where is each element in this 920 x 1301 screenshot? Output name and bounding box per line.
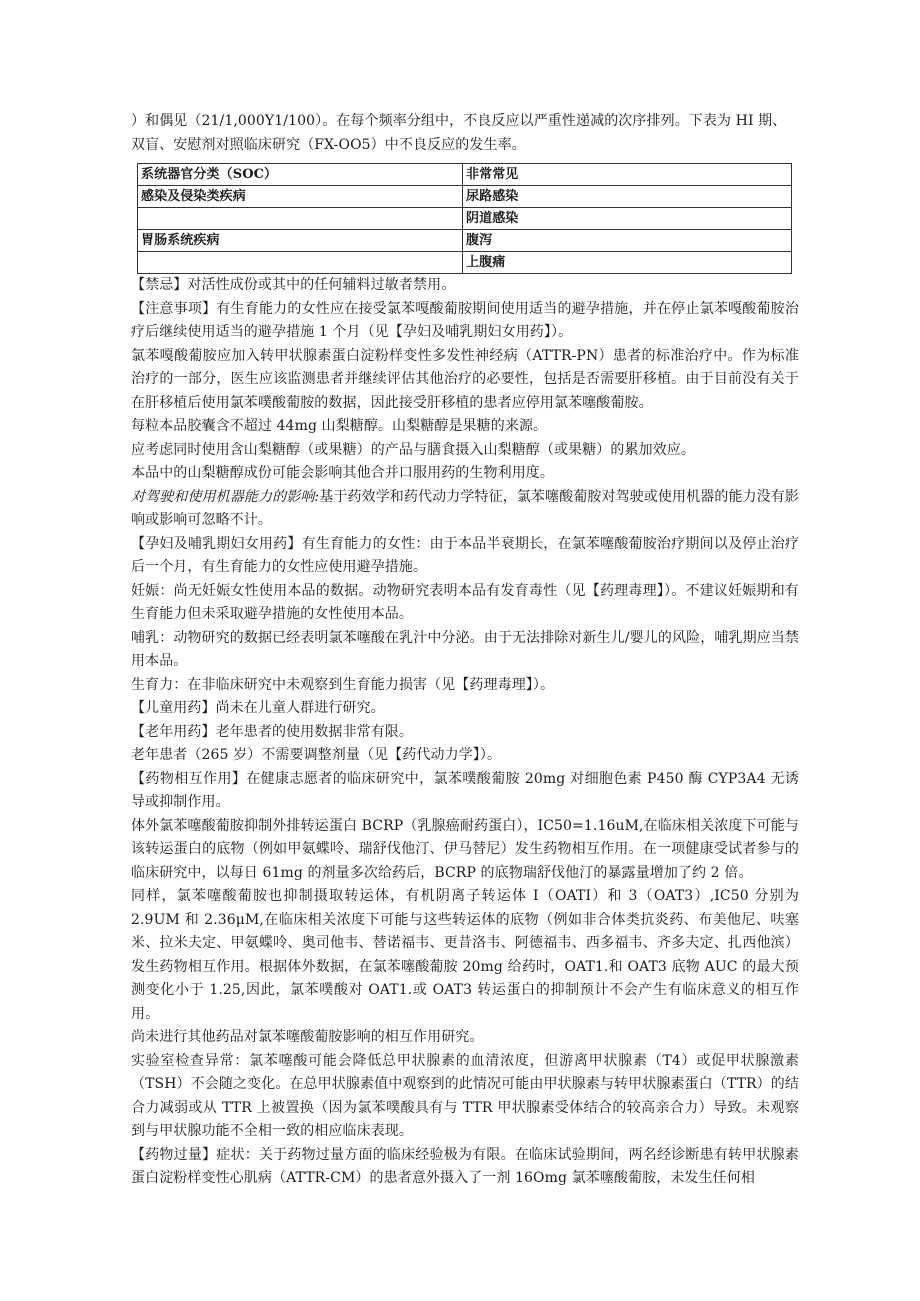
driving-paragraph xyxy=(131,486,799,533)
pregnancy-text: 有生育能力的女性：由于本品半衰期长，在氯苯噻酸葡胺治疗期间以及停止治疗后一个月，有生育能力的女性应使用避孕措施。 xyxy=(131,535,800,575)
interactions-text: 在健康志愿者的临床研究中，氯苯噗酸葡胺 20mg 对细胞色素 P450 酶 CYP3A4 无诱导或抑制作用。 xyxy=(131,770,799,810)
table-header-soc: 系统器官分类（SOC） xyxy=(138,164,463,186)
geriatric-paragraph xyxy=(131,721,799,745)
pregnancy-heading: 【孕妇及哺乳期妇女用药】 xyxy=(131,535,302,552)
sorbitol-paragraph-2: 应考虑同时使用含山梨糖醇（或果糖）的产品与膳食摄入山梨糖醇（或果糖）的累加效应。 xyxy=(131,441,695,458)
bcrp-paragraph: 体外氯苯噻酸葡胺抑制外排转运蛋白 BCRP（乳腺癌耐药蛋白），IC50=1.16uM,在临床相关浓度下可能与该转运蛋白的底物（例如甲氨蝶呤、瑞舒伐他汀、伊马替尼）发生药物相互作用。在一项健康受试者参与的临床研究中，以每日 61mg 的剂量多次给药后，BCRP 的底物瑞舒伐他汀的暴露量增加了约 2 倍。 xyxy=(131,817,799,881)
table-row xyxy=(138,186,792,208)
adverse-reaction-table xyxy=(137,163,792,274)
table-cell-reaction: 腹泻 xyxy=(463,230,792,252)
geriatric-text: 老年患者的使用数据非常有限。 xyxy=(215,723,414,740)
pediatric-heading: 【儿童用药】 xyxy=(131,700,216,716)
contraindications-text: 对活性成份或其中的任何辅料过敏者禁用。 xyxy=(187,277,456,293)
pediatric-paragraph xyxy=(131,697,799,721)
precautions-heading: 【注意事项】 xyxy=(131,300,217,317)
pediatric-text: 尚未在儿童人群进行研究。 xyxy=(215,700,385,716)
overdose-text: 症状：关于药物过量方面的临床经验极为有限。在临床试验期间，两名经诊断患有转甲状腺素蛋白淀粉样变性心肌病（ATTR-CM）的患者意外摄入了一剂 16Omg 氯苯噻酸葡胺，未发生任何相 xyxy=(131,1146,799,1186)
driving-text: 基于药效学和药代动力学特征，氯苯噻酸葡胺对驾驶或使用机器的能力没有影响或影响可忽略不计。 xyxy=(131,488,799,528)
intro-line-1: ）和偶见（21/1,000Y1/100）。在每个频率分组中，不良反应以严重性递减的次序排列。下表为 HI 期、 xyxy=(131,113,787,129)
table-row xyxy=(138,230,792,252)
gestation-paragraph: 妊娠：尚无妊娠女性使用本品的数据。动物研究表明本品有发育毒性（见【药理毒理】）。不建议妊娠期和有生育能力但未采取避孕措施的女性使用本品。 xyxy=(131,582,799,622)
table-cell-reaction: 阴道感染 xyxy=(463,208,792,230)
overdose-paragraph xyxy=(131,1144,799,1191)
attr-paragraph: 氯苯嘎酸葡胺应加入转甲状腺素蛋白淀粉样变性多发性神经病（ATTR-PN）患者的标准治疗中。作为标准治疗的一部分，医生应该监测患者并继续评估其他治疗的必要性，包括是否需要肝移植。由于目前没有关于在肝移植后使用氯苯噗酸葡胺的数据，因此接受肝移植的患者应停用氯苯噻酸葡胺。 xyxy=(131,347,799,411)
table-cell-soc: 胃肠系统疾病 xyxy=(138,230,463,252)
contraindications-heading: 【禁忌】 xyxy=(131,277,188,293)
interactions-heading: 【药物相互作用】 xyxy=(131,770,247,787)
table-cell-soc xyxy=(138,252,463,274)
table-cell-soc: 感染及侵染类疾病 xyxy=(138,186,463,208)
precautions-paragraph xyxy=(131,298,799,345)
precautions-text: 有生育能力的女性应在接受氯苯嘎酸葡胺期间使用适当的避孕措施，并在停止氯苯嘎酸葡胺治疗后继续使用适当的避孕措施 1 个月（见【孕妇及哺乳期妇女用药】）。 xyxy=(131,300,799,340)
document-page xyxy=(131,110,799,1191)
intro-line-2: 双盲、安慰剂对照临床研究（FX-OO5）中不良反应的发生率。 xyxy=(131,136,526,153)
lab-abnormality-paragraph: 实验室检查异常：氯苯噻酸可能会降低总甲状腺素的血清浓度，但游离甲状腺素（T4）或促甲状腺激素（TSH）不会随之变化。在总甲状腺素值中观察到的此情况可能由甲状腺素与转甲状腺素蛋白（TTR）的结合力减弱或从 TTR 上被置换（因为氯苯噗酸具有与 TTR 甲状腺素受体结合的较高亲合力）导致。未观察到与甲状腺功能不全相一致的相应临床表现。 xyxy=(131,1052,799,1139)
pregnancy-paragraph xyxy=(131,533,799,580)
table-header-frequency: 非常常见 xyxy=(463,164,792,186)
interactions-paragraph xyxy=(131,768,799,815)
sorbitol-paragraph-1: 每粒本品胶囊含不超过 44mg 山梨糖醇。山梨糖醇是果糖的来源。 xyxy=(131,418,548,434)
table-row xyxy=(138,252,792,274)
other-interactions-paragraph: 尚未进行其他药品对氯苯噻酸葡胺影响的相互作用研究。 xyxy=(131,1029,484,1045)
sorbitol-paragraph-3: 本品中的山梨糖醇成份可能会影响其他合并口服用药的生物利用度。 xyxy=(131,465,554,481)
contraindications-paragraph xyxy=(131,274,799,298)
table-cell-reaction: 上腹痛 xyxy=(463,252,792,274)
geriatric-heading: 【老年用药】 xyxy=(131,723,216,740)
fertility-paragraph: 生育力：在非临床研究中未观察到生育能力损害（见【药理毒理】）。 xyxy=(131,676,555,693)
lactation-paragraph: 哺乳：动物研究的数据已经表明氯苯噻酸在乳汁中分泌。由于无法排除对新生儿/婴儿的风险，哺乳期应当禁用本品。 xyxy=(131,629,799,669)
geriatric-dose-paragraph: 老年患者（265 岁）不需要调整剂量（见【药代动力学】）。 xyxy=(131,747,502,763)
overdose-heading: 【药物过量】 xyxy=(131,1146,217,1163)
intro-paragraph xyxy=(131,110,799,157)
table-row xyxy=(138,208,792,230)
table-cell-soc xyxy=(138,208,463,230)
driving-heading: 对驾驶和使用机器能力的影响: xyxy=(131,488,320,505)
table-cell-reaction: 尿路感染 xyxy=(463,186,792,208)
table-header-row xyxy=(138,164,792,186)
oat-paragraph: 同样，氯苯噻酸葡胺也抑制摄取转运体，有机阴离子转运体 I（OATI）和 3（OAT3）,IC50 分别为 2.9UM 和 2.36μM,在临床相关浓度下可能与这些转运体的底物（例如非合体类抗炎药、布美他尼、呋塞米、拉米夫定、甲氨蝶呤、奥司他韦、替诺福韦、更昔洛韦、阿德福韦、西多福韦、齐多夫定、扎西他滨）发生药物相互作用。根据体外数据，在氯苯噻酸葡胺 20mg 给药时，OAT1.和 OAT3 底物 AUC 的最大预测变化小于 1.25,因此，氯苯噗酸对 OAT1.或 OAT3 转运蛋白的抑制预计不会产生有临床意义的相互作用。 xyxy=(131,888,799,1022)
